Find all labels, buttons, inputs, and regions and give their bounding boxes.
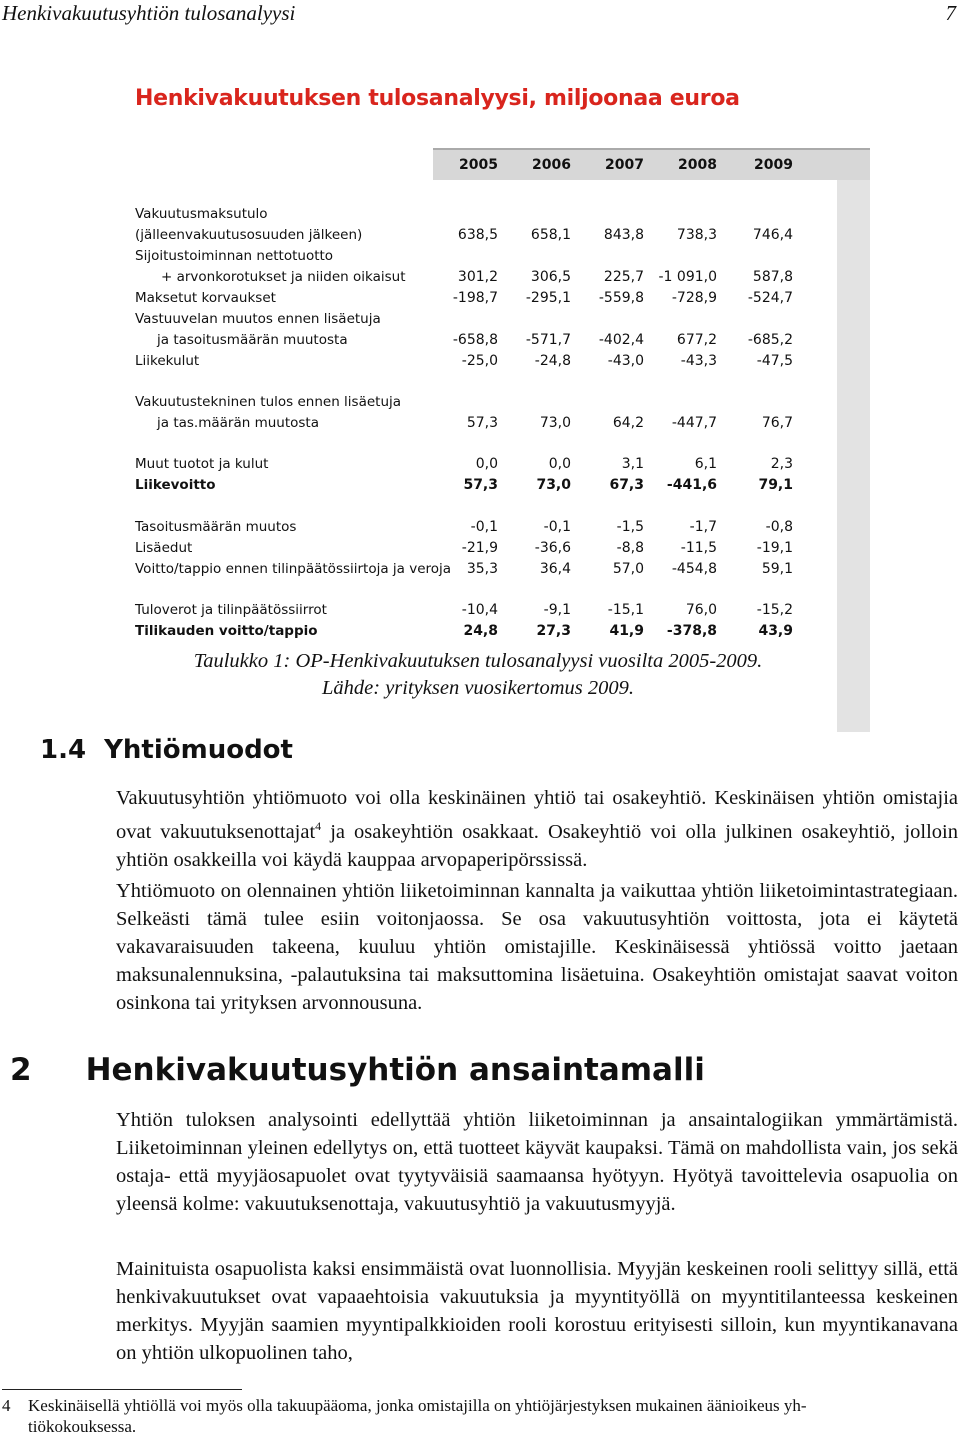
footnote-ref[interactable]: 4: [315, 819, 322, 833]
section-number: 2: [10, 1052, 32, 1088]
section-heading-1-4: [40, 735, 293, 765]
table-cell: 746,4: [752, 227, 793, 243]
table-cell: 638,5: [457, 227, 498, 243]
table-cell: 73,0: [539, 415, 571, 431]
table-cell: -454,8: [671, 561, 717, 577]
results-table-figure: [135, 86, 870, 646]
row-label: Liikevoitto: [135, 477, 216, 493]
table-cell: -43,0: [607, 353, 644, 369]
table-cell: -559,8: [598, 290, 644, 306]
row-label: Sijoitustoiminnan nettotuotto: [135, 248, 334, 264]
table-cell: -15,1: [607, 602, 644, 618]
table-cell: -24,8: [534, 353, 571, 369]
highlight-column-2009: [837, 180, 870, 732]
table-cell: -1,7: [689, 519, 717, 535]
table-year-header: [433, 148, 870, 180]
table-cell: 6,1: [694, 456, 717, 472]
table-cell: -441,6: [666, 477, 717, 493]
table-cell: 738,3: [676, 227, 717, 243]
caption-line: Taulukko 1: OP-Henkivakuutuksen tulosanalyysi vuosilta 2005-2009.: [193, 650, 763, 672]
table-cell: -8,8: [616, 540, 644, 556]
row-label: (jälleenvakuutusosuuden jälkeen): [135, 227, 363, 243]
row-label: Maksetut korvaukset: [135, 290, 276, 306]
table-cell: -9,1: [543, 602, 571, 618]
table-cell: -1,5: [616, 519, 644, 535]
table-cell: 73,0: [536, 477, 571, 493]
table-cell: -25,0: [461, 353, 498, 369]
footnote-text-cont: tiökokouksessa.: [28, 1417, 137, 1436]
row-label: Liikekulut: [135, 353, 200, 369]
table-cell: 306,5: [530, 269, 571, 285]
row-label: ja tasoitusmäärän muutosta: [157, 332, 348, 348]
table-cell: 677,2: [676, 332, 717, 348]
table-cell: 2,3: [770, 456, 793, 472]
table-cell: 57,3: [466, 415, 498, 431]
footnote: [2, 1395, 952, 1437]
paragraph: [116, 784, 958, 874]
table-cell: 57,3: [463, 477, 498, 493]
row-label: Voitto/tappio ennen tilinpäätössiirtoja ja veroja: [135, 561, 452, 577]
caption-source: Lähde: yrityksen vuosikertomus 2009.: [322, 677, 634, 699]
paragraph: Mainituista osapuolista kaksi ensimmäistä ovat luonnollisia. Myyjän keskeinen rooli selittyy sillä, että henkivakuutukset ovat vapaaehtoisia vakuutuksia ja myyntityöllä on myyntitilanteessa keskeinen merkitys. Myyjän saamien myyntipalkkioiden rooli korostuu erityisesti silloin, kun myyntikanavana on yhtiön ulkopuolinen taho,: [116, 1258, 958, 1364]
table-cell: 67,3: [609, 477, 644, 493]
section-title: Yhtiömuodot: [104, 735, 293, 765]
table-cell: 225,7: [603, 269, 644, 285]
table-cell: 35,3: [466, 561, 498, 577]
table-cell: -36,6: [534, 540, 571, 556]
footnote-divider: [2, 1389, 242, 1390]
table-cell: 658,1: [530, 227, 571, 243]
page-number: 7: [945, 1, 956, 25]
table-cell: -1 091,0: [658, 269, 717, 285]
paragraph-text: ja osakeyhtiön osakkaat. Osakeyhtiö voi olla julkinen osakeyhtiö, jolloin yhtiön osakkeilla voi käydä kauppaa arvopaperipörssissä.: [116, 820, 958, 871]
year-header: 2005: [459, 157, 498, 173]
table-cell: 24,8: [463, 623, 498, 639]
row-label: + arvonkorotukset ja niiden oikaisut: [161, 269, 406, 285]
table-cell: -571,7: [525, 332, 571, 348]
table-cell: 43,9: [758, 623, 793, 639]
paragraph-text: Vakuutusyhtiön yhtiömuoto voi olla keskinäinen yhtiö tai osakeyhtiö. Keskinäisen yhtiön omistajia ovat vakuutuksenottajat: [116, 787, 958, 843]
table-cell: -0,1: [543, 519, 571, 535]
row-label: Vakuutusmaksutulo: [135, 206, 268, 222]
row-label: Vakuutustekninen tulos ennen lisäetuja: [135, 394, 402, 410]
table-cell: 41,9: [609, 623, 644, 639]
table-cell: -11,5: [680, 540, 717, 556]
table-cell: 76,7: [761, 415, 793, 431]
table-cell: -10,4: [461, 602, 498, 618]
table-cell: -685,2: [747, 332, 793, 348]
table-cell: -378,8: [666, 623, 717, 639]
table-cell: -658,8: [452, 332, 498, 348]
year-header: 2006: [532, 157, 571, 173]
row-label: Tilikauden voitto/tappio: [135, 623, 318, 639]
year-header: 2008: [678, 157, 717, 173]
table-cell: -0,8: [765, 519, 793, 535]
section-number: 1.4: [40, 735, 87, 765]
table-caption: [148, 648, 808, 702]
year-header: 2007: [605, 157, 644, 173]
paragraph: Yhtiömuoto on olennainen yhtiön liiketoiminnan kannalta ja vaikuttaa yhtiön liiketoimintastrategiaan. Selkeästi tämä tulee esiin voitonjaossa. Se osa vakuutusyhtiön voittosta, jota ei käytetä vakavaraisuuden takeena, kuuluu yhtiön omistajille. Keskinäisessä yhtiössä voitto jaetaan maksunalennuksina, -palautuksina tai maksuttomina lisäetuina. Osakeyhtiön omistajat saavat voiton osinkona tai yrityksen arvonnousuna.: [116, 880, 958, 1014]
row-label: Lisäedut: [135, 540, 193, 556]
row-label: Tuloverot ja tilinpäätössiirrot: [135, 602, 327, 618]
year-header: 2009: [754, 157, 793, 173]
table-cell: 59,1: [761, 561, 793, 577]
footnote-text: Keskinäisellä yhtiöllä voi myös olla takuupääoma, jonka omistajilla on yhtiöjärjestyksen mukainen äänioikeus yh-: [28, 1396, 807, 1415]
table-cell: 0,0: [475, 456, 498, 472]
footnote-number: 4: [2, 1396, 11, 1415]
figure-title: Henkivakuutuksen tulosanalyysi, miljoonaa euroa: [135, 86, 740, 111]
table-cell: -47,5: [756, 353, 793, 369]
table-cell: 76,0: [685, 602, 717, 618]
row-label: Vastuuvelan muutos ennen lisäetuja: [135, 311, 381, 327]
table-cell: 301,2: [457, 269, 498, 285]
table-cell: -295,1: [525, 290, 571, 306]
table-cell: -0,1: [470, 519, 498, 535]
table-cell: 27,3: [536, 623, 571, 639]
table-cell: 79,1: [758, 477, 793, 493]
row-label: Muut tuotot ja kulut: [135, 456, 269, 472]
running-header: [0, 0, 960, 26]
table-cell: -402,4: [598, 332, 644, 348]
table-cell: -728,9: [671, 290, 717, 306]
table-cell: -524,7: [747, 290, 793, 306]
paragraph: Yhtiön tuloksen analysointi edellyttää yhtiön liiketoiminnan ja ansaintalogiikan ymmärtämistä. Liiketoiminnan yleinen edellytys on, että tuotteet käyvät kaupaksi. Tämä on mahdollista vain, jos sekä ostaja- että myyjäosapuolet ovat tyytyväisiä saamaansa hyötyyn. Hyötyä tavoittelevia osapuolia on yleensä kolme: vakuutuksenottaja, vakuutusyhtiö ja vakuutusmyyjä.: [116, 1109, 958, 1215]
table-cell: -198,7: [452, 290, 498, 306]
table-cell: 36,4: [539, 561, 571, 577]
section-heading-2: [10, 1052, 705, 1088]
table-cell: -21,9: [461, 540, 498, 556]
section-title: Henkivakuutusyhtiön ansaintamalli: [85, 1052, 705, 1088]
table-cell: -447,7: [671, 415, 717, 431]
table-cell: 587,8: [752, 269, 793, 285]
row-label: ja tas.määrän muutosta: [157, 415, 319, 431]
table-cell: -43,3: [680, 353, 717, 369]
row-label: Tasoitusmäärän muutos: [135, 519, 297, 535]
table-cell: -15,2: [756, 602, 793, 618]
table-cell: 57,0: [612, 561, 644, 577]
table-cell: 0,0: [548, 456, 571, 472]
table-cell: 3,1: [621, 456, 644, 472]
table-cell: 64,2: [612, 415, 644, 431]
table-cell: -19,1: [756, 540, 793, 556]
table-cell: 843,8: [603, 227, 644, 243]
running-title: Henkivakuutusyhtiön tulosanalyysi: [2, 1, 296, 25]
